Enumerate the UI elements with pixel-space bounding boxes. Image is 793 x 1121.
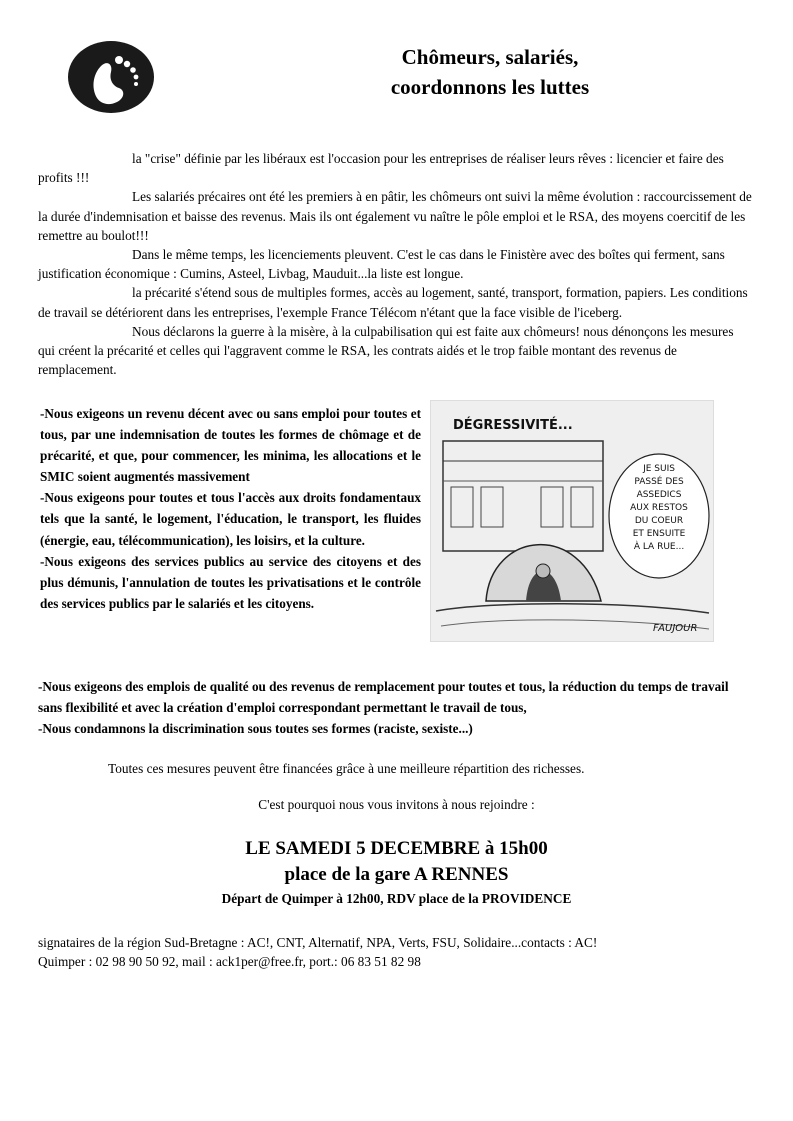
cartoon-caption: DÉGRESSIVITÉ... bbox=[453, 418, 573, 433]
speech-line: AUX RESTOS bbox=[630, 503, 688, 513]
footprint-logo bbox=[67, 40, 155, 114]
cartoon-signature: FAUJOUR bbox=[653, 623, 698, 634]
title-line-1: Chômeurs, salariés, bbox=[401, 45, 579, 69]
contact-line: Quimper : 02 98 90 50 92, mail : ack1per@free.fr, port.: 06 83 51 82 98 bbox=[38, 954, 421, 969]
title-line-2: coordonnons les luttes bbox=[390, 75, 590, 99]
demand-item: -Nous condamnons la discrimination sous toutes ses formes (raciste, sexiste...) bbox=[38, 721, 473, 736]
speech-line: JE SUIS bbox=[643, 464, 675, 474]
demand-item: -Nous exigeons des emplois de qualité ou des revenus de remplacement pour toutes et tous, la réduction du temps de travail sans flexibilité et avec la création d'emploi correspondant permettant le travail de tous, bbox=[38, 679, 729, 715]
event-date: LE SAMEDI 5 DECEMBRE à 15h00 bbox=[245, 838, 548, 859]
signatories-line: signataires de la région Sud-Bretagne : AC!, CNT, Alternatif, NPA, Verts, FSU, Solidaire...contacts : AC! bbox=[38, 935, 598, 950]
invite-text: C'est pourquoi nous vous invitons à nous rejoindre : bbox=[258, 797, 535, 812]
demand-item: -Nous exigeons pour toutes et tous l'accès aux droits fondamentaux tels que la santé, le logement, l'éducation, le transport, les fluides (énergie, eau, télécommunication), les loisirs, et la culture. bbox=[40, 490, 421, 548]
demand-item: -Nous exigeons des services publics au service des citoyens et des plus démunis, l'annulation de toutes les privatisations et le contrôle des services publics par le salariés et les citoyens. bbox=[40, 553, 421, 611]
demands-column bbox=[40, 403, 421, 614]
intro-paragraph: la précarité s'étend sous de multiples formes, accès au logement, santé, transport, formation, papiers. Les conditions de travail se détériorent dans les entreprises, l'exemple France Télécom n'étant que la face visible de l'iceberg. bbox=[38, 285, 748, 320]
speech-line: ASSEDICS bbox=[636, 490, 682, 500]
intro-paragraph: Les salariés précaires ont été les premiers à en pâtir, les chômeurs ont suivi la même évolution : raccourcissement de la durée d'indemnisation et baisse des revenus. Mais ils ont également vu naître le pôle emploi et le RSA, des moyens coercitif de les remettre au boulot!!! bbox=[38, 189, 752, 243]
intro-paragraph: la "crise" définie par les libéraux est l'occasion pour les entreprises de réaliser leurs rêves : licencier et faire des profits !!! bbox=[38, 151, 724, 186]
cartoon-illustration bbox=[430, 400, 714, 642]
intro-paragraph: Dans le même temps, les licenciements pleuvent. C'est le cas dans le Finistère avec des boîtes qui ferment, sans justification économique : Cumins, Asteel, Livbag, Mauduit...la liste est longue. bbox=[38, 247, 725, 282]
speech-line: PASSÉ DES bbox=[634, 477, 684, 487]
speech-line: DU COEUR bbox=[634, 516, 684, 526]
page-title bbox=[330, 42, 650, 102]
intro-text bbox=[38, 149, 753, 379]
speech-line: ET ENSUITE bbox=[632, 529, 686, 539]
event-place: place de la gare A RENNES bbox=[284, 864, 509, 885]
speech-line: À LA RUE... bbox=[633, 542, 685, 552]
finance-statement: Toutes ces mesures peuvent être financées grâce à une meilleure répartition des richesses. bbox=[108, 761, 585, 776]
intro-paragraph: Nous déclarons la guerre à la misère, à la culpabilisation qui est faite aux chômeurs! nous dénonçons les mesures qui créent la précarité et celles qui l'aggravent comme le RSA, les contrats aidés et le trop faible montant des revenus de remplacement. bbox=[38, 323, 734, 378]
demand-item: -Nous exigeons un revenu décent avec ou sans emploi pour toutes et tous, par une indemnisation de toutes les formes de chômage et de précarité, et que, pour commencer, les minima, les allocations et le SMIC soient augmentés massivement bbox=[40, 406, 421, 485]
signatories bbox=[38, 933, 750, 971]
event-departure: Départ de Quimper à 12h00, RDV place de la PROVIDENCE bbox=[221, 891, 572, 906]
demands-full bbox=[38, 676, 750, 739]
